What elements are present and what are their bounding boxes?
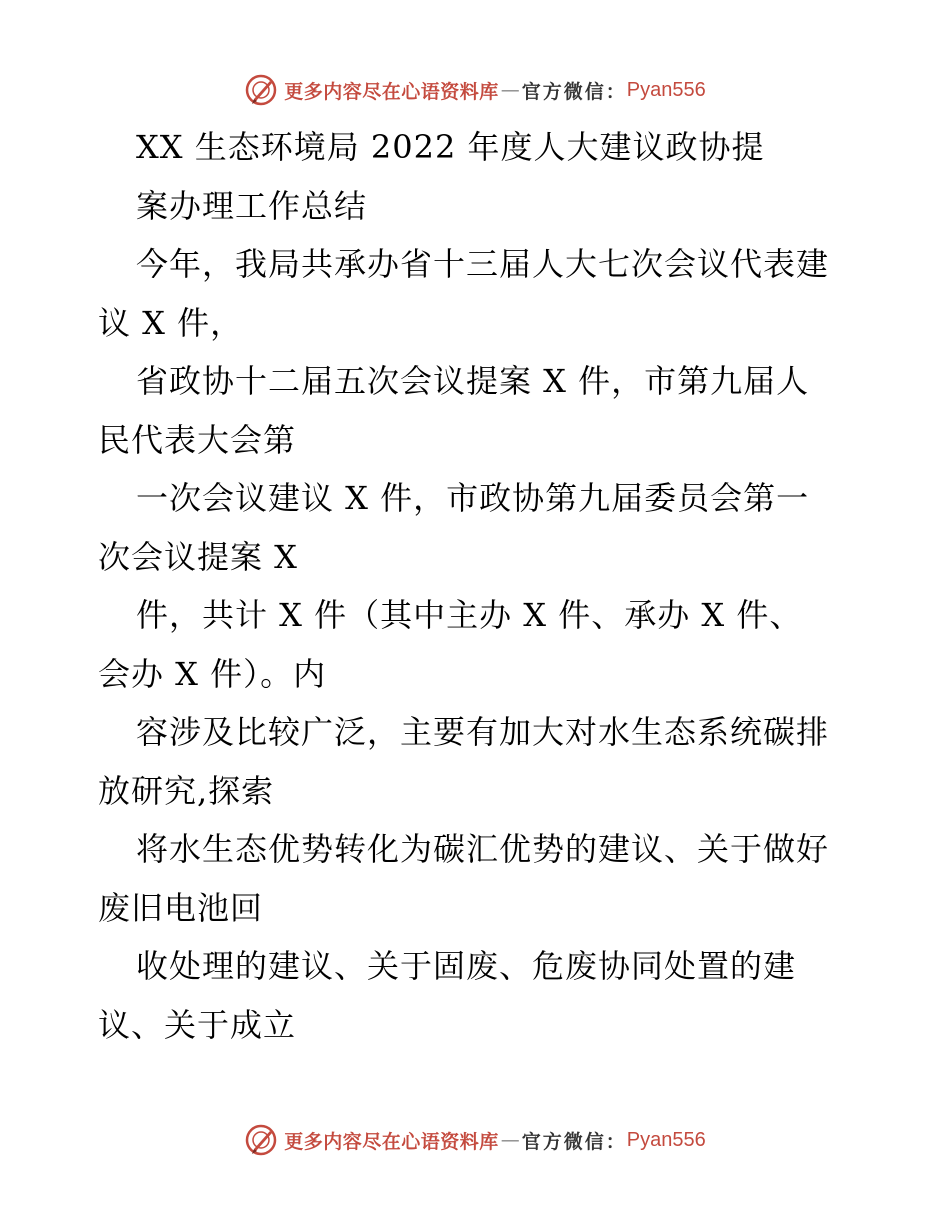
banner-content: [244, 1123, 706, 1157]
document-body: [98, 118, 858, 1054]
body-line: 件，共计 X 件（其中主办 X 件、承办 X 件、: [136, 596, 803, 634]
banner-content: [244, 73, 706, 107]
banner-brand-text: 更多内容尽在心语资料库: [284, 80, 499, 103]
body-line: 将水生态优势转化为碳汇优势的建议、关于做好: [136, 830, 830, 868]
body-line: 省政协十二届五次会议提案 X 件，市第九届人: [136, 362, 810, 400]
banner-wechat-label: 官方微信：: [521, 80, 627, 103]
body-line: 会办 X 件）。内: [98, 654, 327, 693]
body-line: 容涉及比较广泛，主要有加大对水生态系统碳排: [136, 713, 830, 751]
body-line: 放研究,探索: [98, 771, 275, 810]
banner-brand-text: 更多内容尽在心语资料库: [284, 1130, 499, 1153]
document-title-line-2: 案办理工作总结: [136, 186, 368, 225]
body-line: 一次会议建议 X 件，市政协第九届委员会第一: [136, 479, 810, 517]
body-line: 次会议提案 X: [98, 537, 298, 576]
header-banner: [0, 70, 950, 110]
footer-banner: [0, 1120, 950, 1160]
body-line: 议、关于成立: [98, 1005, 297, 1044]
pen-logo-icon: [244, 73, 278, 107]
banner-separator: —: [500, 1129, 520, 1151]
banner-wechat-id: Pyan556: [626, 1128, 706, 1151]
body-line: 废旧电池回: [98, 888, 264, 927]
body-line: 今年，我局共承办省十三届人大七次会议代表建: [136, 245, 830, 283]
body-line: 收处理的建议、关于固废、危废协同处置的建: [136, 947, 797, 985]
body-line: 民代表大会第: [98, 420, 297, 459]
banner-wechat-id: Pyan556: [626, 78, 706, 101]
pen-logo-icon: [244, 1123, 278, 1157]
document-title-line-1: XX 生态环境局 2022 年度人大建议政协提: [136, 128, 765, 166]
body-line: 议 X 件，: [98, 303, 244, 342]
banner-separator: —: [500, 79, 520, 101]
banner-wechat-label: 官方微信：: [521, 1130, 627, 1153]
